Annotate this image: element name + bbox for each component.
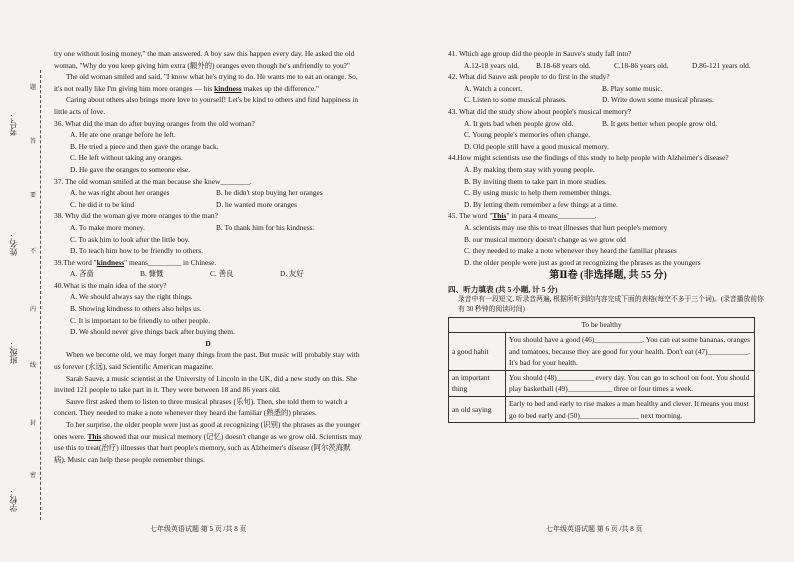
option: A. 吝啬 — [70, 269, 94, 279]
keyword-kindness: kindness — [214, 83, 242, 93]
option: A. We should always say the right things. — [70, 292, 193, 302]
option: D. Old people still have a good musical memory. — [464, 141, 609, 151]
right-column — [448, 48, 768, 423]
option: A. scientists may use this to treat illnesses that hurt people's memory — [464, 222, 668, 232]
row-label: a good habit — [449, 333, 506, 371]
options-row — [54, 222, 362, 234]
margin-word: 封 — [30, 421, 37, 427]
question-44: 44.How might scientists use the findings of this study to help people with Alzheimer's disease? — [448, 153, 729, 163]
option: B. By inviting them to take part in more studies. — [464, 176, 607, 186]
options-row — [448, 60, 768, 72]
option: D. To teach him how to be friendly to others. — [70, 246, 203, 256]
keyword-this: This — [87, 431, 102, 441]
question-43: 43. What did the study show about people's musical memory? — [448, 106, 632, 116]
name-label: 姓名： — [9, 232, 18, 256]
margin-word: 密 — [30, 473, 37, 479]
option: A. By making them stay with young people. — [464, 164, 595, 174]
option: D. We should never give things back after buying them. — [70, 327, 235, 337]
options-row — [54, 199, 362, 211]
option: D. he wanted more oranges — [216, 199, 298, 209]
option: B. To thank him for his kindness. — [216, 222, 315, 232]
margin-word: 答 — [30, 139, 37, 145]
binding-margin — [0, 0, 52, 562]
table-row — [449, 397, 755, 423]
option: B. He tried a piece and then gave the orange back. — [70, 141, 219, 151]
table-row — [449, 333, 755, 371]
question-37: 37. The old woman smiled at the man because she knew________. — [54, 176, 252, 186]
margin-word: 线 — [30, 363, 37, 369]
question-45: 45. The word "This" in para 4 means__________. — [448, 211, 597, 221]
option: D. the older people were just as good at recognizing the phrases as the youngers — [464, 257, 701, 267]
keyword-kindness: kindness — [96, 257, 125, 267]
option: B. he didn't stop buying her oranges — [216, 188, 323, 198]
passage-d-para: Sarah Sauve, a music scientist at the University of Lincoln in the UK, did a new study on this. She invited 121 people to take part in it. They were between 18 and 86 years old. — [54, 373, 358, 395]
table-title: To be healthy — [449, 318, 755, 333]
option: B. It gets better when people grow old. — [602, 118, 718, 128]
left-column — [54, 48, 362, 465]
option: B. our musical memory doesn't change as we grow old — [464, 234, 626, 244]
row-text[interactable]: You should (48)__________ every day. You can go to school on foot. You should play basketball (49)____________ three or four times a week. — [506, 370, 755, 396]
part-two-title: 第Ⅱ卷 (非选择题, 共 55 分) — [549, 270, 667, 282]
options-row — [54, 268, 362, 280]
passage-c-end: try one without losing money," the man answered. A boy saw this happen every day. He asked the old woman, "Why do you keep giving him extra (额外的) oranges even though he's unfriendly to you?" — [54, 49, 355, 70]
option: B. 慷慨 — [140, 269, 164, 279]
option: A. To make more money. — [70, 222, 145, 232]
option: C. By using music to help them remember things. — [464, 188, 611, 198]
section-four-title: 四、听力填表 (共 5 小题, 计 5 分) — [448, 284, 558, 294]
passage-d-para: When we become old, we may forget many things from the past. But music will probably stay with us forever (永远), said Scientific American magazine. — [54, 350, 360, 372]
margin-word: 题 — [30, 85, 37, 91]
option: A. Watch a concert. — [464, 83, 523, 93]
passage-d-para: To her surprise, the older people were just as good at recognizing (识别) the phrases as the younger ones were. This showed that our musical memory (记忆) doesn't change as we grow old. Scientists may use this to treat(治疗) illnesses that hurt people's memory, such as Alzheimer's disease (阿尔茨海默病). Music can help these people remember things. — [54, 420, 363, 464]
question-38: 38. Why did the woman give more oranges to the man? — [54, 211, 218, 221]
margin-word: 不 — [30, 249, 37, 255]
option: C. He left without taking any oranges. — [70, 153, 183, 163]
option: C. Listen to some musical phrases. — [464, 95, 567, 105]
question-36: 36. What did the man do after buying oranges from the old woman? — [54, 118, 255, 128]
passage-c-para: The old woman smiled and said, "I know what he's trying to do. He wants me to eat an orange. So, it's not really like I'm giving him more oranges — his kindness makes up the difference." — [54, 72, 358, 93]
question-41: 41. Which age group did the people in Sauve's study fall into? — [448, 49, 632, 58]
listening-table — [448, 317, 755, 423]
option: D.86-121 years old. — [692, 60, 751, 70]
school-label: 学校： — [9, 488, 18, 512]
row-text[interactable]: You should have a good (46)_____________. You can eat some bananas, oranges and tomatoes, because they are good for your health. Don't eat (47)___________. It's bad for your health. — [506, 333, 755, 371]
option: B.18-68 years old. — [536, 60, 591, 70]
option: C. It is important to be friendly to other people. — [70, 315, 211, 325]
keyword-this: This — [492, 211, 507, 221]
options-row — [448, 118, 768, 130]
option: B. Play some music. — [602, 83, 663, 93]
option: D. He gave the oranges to someone else. — [70, 164, 191, 174]
page-footer-right: 七年级英语试题 第 6 页 /共 8 页 — [546, 525, 643, 533]
passage-c-para: Caring about others also brings more love to yourself! Let's be kind to others and find happiness in little acts of love. — [54, 95, 359, 116]
page-footer-left: 七年级英语试题 第 5 页 /共 8 页 — [150, 525, 247, 533]
option: C. Young people's memories often change. — [464, 130, 591, 140]
seal-line — [40, 70, 41, 520]
passage-d-heading: D — [205, 338, 211, 348]
option: D. 友好 — [280, 269, 304, 279]
option: C. To ask him to look after the little boy. — [70, 234, 190, 244]
option: C.18-86 years old. — [614, 60, 669, 70]
row-label: an important thing — [449, 370, 506, 396]
passage-d-para: Sauve first asked them to listen to three musical phrases (乐句). Then, she told them to watch a concert. They needed to make a note whenever they heard the familiar (熟悉的) phrases. — [54, 396, 348, 418]
margin-word: 内 — [30, 307, 37, 313]
option: A.12-18 years old. — [464, 60, 520, 70]
option: C. they needed to make a note whenever they heard the familiar phrases — [464, 246, 677, 256]
question-40: 40.What is the main idea of the story? — [54, 280, 167, 290]
row-label: an old saying — [449, 397, 506, 423]
question-39: 39.The word "kindness" means_________ in Chinese. — [54, 257, 217, 267]
option: A. he was right about her oranges — [70, 188, 170, 198]
options-row — [448, 94, 768, 106]
class-label: 班级： — [9, 340, 18, 364]
row-text[interactable]: Early to bed and early to rise makes a man healthy and clever. It means you must go to bed early and (50)________________ next morning. — [506, 397, 755, 423]
section-instructions: 录音中有一段短文, 听录音两遍, 根据所听到的内容完成下面的表格(每空不多于三个词)。(录音播放前你有 30 秒钟的阅读时间) — [458, 296, 764, 314]
margin-word: 要 — [30, 193, 37, 199]
option: C. 善良 — [210, 269, 234, 279]
table-row — [449, 370, 755, 396]
options-row — [54, 187, 362, 199]
option: D. By letting them remember a few things at a time. — [464, 199, 618, 209]
question-42: 42. What did Sauve ask people to do first in the study? — [448, 72, 610, 82]
option: A. It gets bad when people grow old. — [464, 118, 574, 128]
option: D. Write down some musical phrases. — [602, 95, 714, 105]
option: A. He ate one orange before he left. — [70, 130, 176, 140]
option: C. he did it to be kind — [70, 199, 135, 209]
options-row — [448, 83, 768, 95]
option: B. Showing kindness to others also helps us. — [70, 304, 202, 314]
exam-number-label: 考号： — [9, 112, 18, 136]
